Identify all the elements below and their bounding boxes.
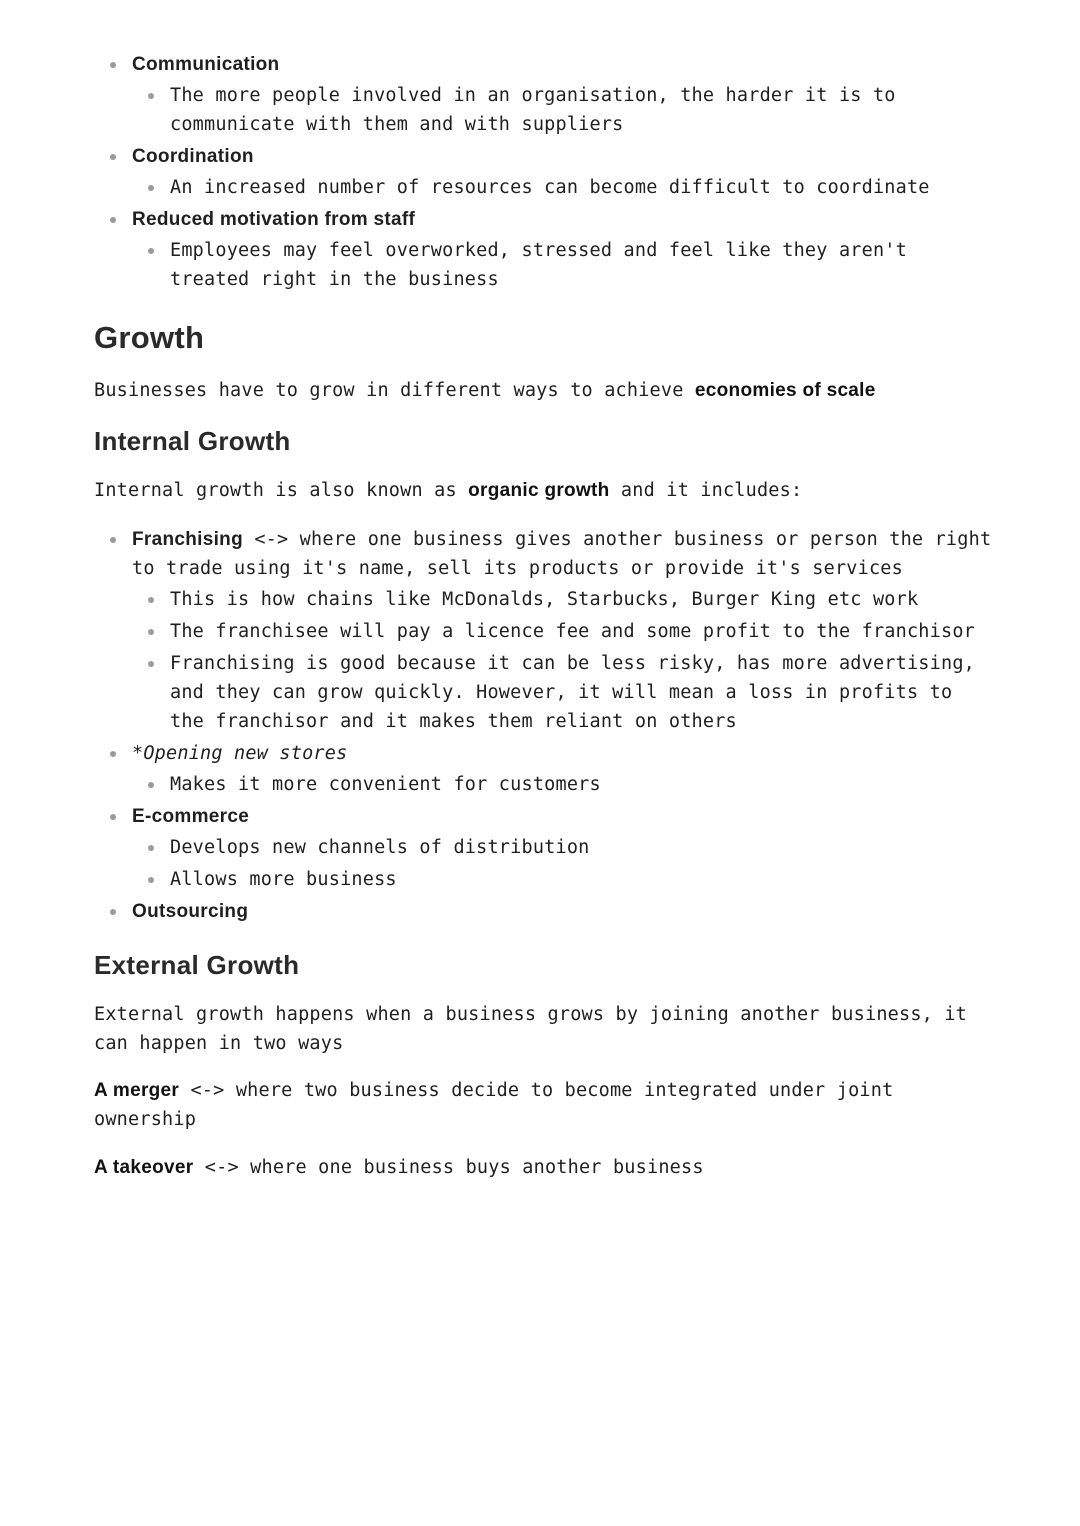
sub-list-item <box>132 236 994 294</box>
bullet-icon <box>148 629 154 635</box>
list-item <box>94 142 994 202</box>
bullet-icon <box>148 93 154 99</box>
disadvantages-list <box>94 50 994 294</box>
internal-intro-bold: organic growth <box>468 480 610 501</box>
bullet-icon <box>148 185 154 191</box>
internal-growth-heading: Internal Growth <box>94 426 291 456</box>
internal-intro-text: Internal growth is also known as <box>94 480 469 501</box>
bullet-icon <box>148 597 154 603</box>
sub-list-item <box>132 81 994 139</box>
bullet-icon <box>110 217 116 223</box>
list-item-franchising <box>94 525 994 736</box>
item-title: Reduced motivation from staff <box>132 209 416 230</box>
sub-list <box>132 236 994 294</box>
internal-intro-suffix: and it includes: <box>609 480 803 501</box>
item-text: Makes it more convenient for customers <box>170 774 601 795</box>
bullet-icon <box>148 877 154 883</box>
growth-intro <box>94 376 994 405</box>
merger-term: A merger <box>94 1080 180 1101</box>
takeover-definition <box>94 1153 994 1182</box>
sub-list-item <box>132 585 994 614</box>
item-text: The franchisee will pay a licence fee and some profit to the franchisor <box>170 621 975 642</box>
bullet-icon <box>110 154 116 160</box>
sub-list <box>132 770 994 799</box>
sub-list <box>132 173 994 202</box>
list-item <box>94 205 994 294</box>
item-title: Communication <box>132 54 280 75</box>
list-item-outsourcing <box>94 897 994 926</box>
item-title: E-commerce <box>132 806 250 827</box>
list-item <box>94 50 994 139</box>
item-title: *Opening new stores <box>132 743 348 764</box>
bullet-icon <box>110 751 116 757</box>
bullet-icon <box>110 537 116 543</box>
item-text: An increased number of resources can become difficult to coordinate <box>170 177 930 198</box>
item-text: Franchising is good because it can be less risky, has more advertising, and they can grow quickly. However, it will mean a loss in profits to the franchisor and it makes them reliant on others <box>170 653 975 732</box>
takeover-term: A takeover <box>94 1157 194 1178</box>
bullet-icon <box>110 909 116 915</box>
sub-list-item <box>132 617 994 646</box>
bullet-icon <box>110 814 116 820</box>
item-title: Outsourcing <box>132 901 249 922</box>
sub-list <box>132 81 994 139</box>
sub-list-item <box>132 770 994 799</box>
merger-text: <-> where two business decide to become integrated under joint ownership <box>94 1080 894 1130</box>
item-text: Allows more business <box>170 869 397 890</box>
bullet-icon <box>148 845 154 851</box>
sub-list-item <box>132 649 994 736</box>
bullet-icon <box>148 248 154 254</box>
bullet-icon <box>148 661 154 667</box>
sub-list <box>132 833 994 894</box>
sub-list-item <box>132 173 994 202</box>
sub-list <box>132 585 994 736</box>
list-item-ecommerce <box>94 802 994 894</box>
internal-growth-list <box>94 525 994 926</box>
bullet-icon <box>110 62 116 68</box>
item-text: Develops new channels of distribution <box>170 837 590 858</box>
list-item-opening-stores <box>94 739 994 799</box>
growth-intro-bold: economies of scale <box>694 380 876 401</box>
item-text: Employees may feel overworked, stressed and feel like they aren't treated right in the business <box>170 240 907 290</box>
item-desc: <-> where one business gives another business or person the right to trade using it's name, sell its products or provide it's services <box>132 529 992 579</box>
growth-heading: Growth <box>94 320 205 355</box>
item-title: Coordination <box>132 146 254 167</box>
bullet-icon <box>148 782 154 788</box>
item-title: Franchising <box>132 529 243 550</box>
external-growth-intro: External growth happens when a business grows by joining another business, it can happen in two ways <box>94 1004 968 1054</box>
merger-definition <box>94 1076 994 1134</box>
takeover-text: <-> where one business buys another business <box>193 1157 704 1178</box>
internal-growth-intro <box>94 476 994 505</box>
item-text: This is how chains like McDonalds, Starbucks, Burger King etc work <box>170 589 919 610</box>
item-text: The more people involved in an organisation, the harder it is to communicate with them and with suppliers <box>170 85 896 135</box>
external-growth-heading: External Growth <box>94 950 300 980</box>
document-page <box>94 50 994 1182</box>
sub-list-item <box>132 865 994 894</box>
growth-intro-text: Businesses have to grow in different ways to achieve <box>94 380 695 401</box>
sub-list-item <box>132 833 994 862</box>
